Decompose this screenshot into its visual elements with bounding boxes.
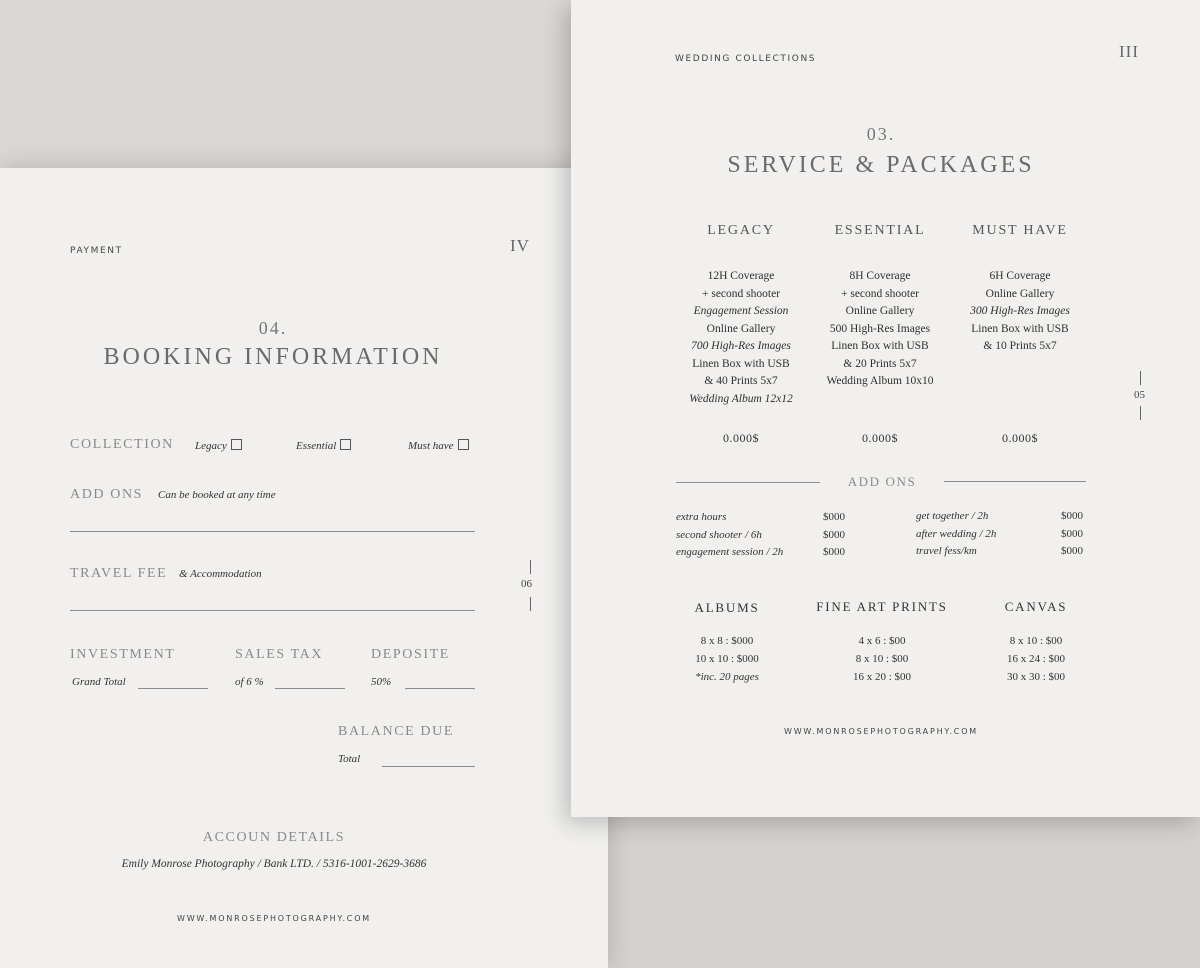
- sales-tax-line[interactable]: [275, 688, 345, 689]
- add-ons-title: ADD ONS: [847, 474, 917, 489]
- add-ons-divider-right: [944, 481, 1086, 482]
- package-must-have-price: 0.000$: [1002, 431, 1038, 445]
- page-roman: IV: [510, 236, 530, 255]
- website[interactable]: WWW.MONROSEPHOTOGRAPHY.COM: [177, 914, 371, 923]
- add-ons-note: Can be booked at any time: [158, 489, 276, 501]
- add-ons-line[interactable]: [70, 531, 475, 532]
- travel-fee-label: TRAVEL FEE: [70, 566, 168, 581]
- section-number: 03.: [866, 124, 896, 144]
- package-essential-title: ESSENTIAL: [834, 223, 926, 238]
- add-ons-label: ADD ONS: [70, 487, 144, 502]
- page-number: 06: [521, 578, 532, 590]
- balance-total-label: Total: [338, 753, 361, 765]
- page-roman: III: [1119, 42, 1139, 61]
- booking-information-page: [0, 168, 608, 968]
- addon-price: $000: [823, 528, 845, 541]
- package-legacy-items: 12H Coverage + second shooter Engagement Session Online Gallery 700 High-Res Images Linen Box with USB & 40 Prints 5x7 Wedding Album 12x12: [689, 270, 793, 405]
- canvas-title: CANVAS: [1004, 599, 1068, 614]
- fine-art-title: FINE ART PRINTS: [816, 599, 948, 614]
- option-must-have[interactable]: Must have: [408, 439, 469, 452]
- albums-title: ALBUMS: [694, 600, 760, 615]
- travel-fee-note: & Accommodation: [179, 568, 262, 580]
- addon-price: $000: [823, 546, 845, 558]
- collection-label: COLLECTION: [70, 437, 174, 452]
- page-number-rule-bottom: [530, 597, 531, 611]
- addon-name: travel fess/km: [916, 545, 977, 557]
- package-essential-price: 0.000$: [862, 431, 898, 445]
- addon-name: after wedding / 2h: [916, 527, 997, 540]
- package-essential-items: 8H Coverage + second shooter Online Gallery 500 High-Res Images Linen Box with USB & 20 Prints 5x7 Wedding Album 10x10: [826, 270, 934, 387]
- addon-price: $000: [823, 511, 845, 523]
- service-packages-page: [571, 0, 1200, 817]
- addon-price: $000: [1061, 527, 1083, 540]
- package-legacy-title: LEGACY: [707, 223, 775, 238]
- sales-tax-field: of 6 %: [235, 676, 264, 688]
- addon-price: $000: [1061, 545, 1083, 557]
- grand-total-label: Grand Total: [72, 676, 126, 688]
- deposite-label: DEPOSITE: [371, 647, 450, 662]
- package-legacy-price: 0.000$: [723, 431, 759, 445]
- page-number-rule-top: [530, 560, 531, 574]
- investment-label: INVESTMENT: [70, 647, 176, 662]
- albums-list: 8 x 8 : $000 10 x 10 : $000 *inc. 20 pages: [695, 635, 759, 683]
- add-ons-left-prices: [823, 509, 883, 562]
- page-title: SERVICE & PACKAGES: [727, 152, 1035, 178]
- canvas-list: 8 x 10 : $00 16 x 24 : $00 30 x 30 : $00: [1006, 635, 1066, 683]
- essential-checkbox[interactable]: [340, 439, 351, 450]
- deposite-line[interactable]: [405, 688, 475, 689]
- website[interactable]: WWW.MONROSEPHOTOGRAPHY.COM: [784, 727, 978, 736]
- grand-total-line[interactable]: [138, 688, 208, 689]
- package-must-have-items: 6H Coverage Online Gallery 300 High-Res Images Linen Box with USB & 10 Prints 5x7: [970, 270, 1070, 352]
- must-have-checkbox[interactable]: [458, 439, 469, 450]
- page-title: BOOKING INFORMATION: [103, 344, 443, 370]
- addon-name: engagement session / 2h: [676, 546, 784, 558]
- add-ons-divider-left: [676, 482, 820, 483]
- page-number-rule-top: [1140, 371, 1141, 385]
- addon-price: $000: [1061, 510, 1083, 522]
- addon-name: second shooter / 6h: [676, 528, 762, 541]
- addon-name: get together / 2h: [916, 510, 989, 522]
- deposite-field: 50%: [371, 676, 392, 688]
- package-must-have-title: MUST HAVE: [972, 223, 1068, 238]
- account-title: ACCOUN DETAILS: [202, 830, 346, 845]
- add-ons-right-prices: [1061, 508, 1121, 561]
- page-number-rule-bottom: [1140, 406, 1141, 420]
- section-number: 04.: [258, 318, 288, 338]
- option-legacy[interactable]: Legacy: [195, 439, 242, 452]
- sales-tax-label: SALES TAX: [235, 647, 324, 662]
- legacy-checkbox[interactable]: [231, 439, 242, 450]
- balance-total-line[interactable]: [382, 766, 475, 767]
- page-number: 05: [1134, 389, 1145, 401]
- addon-name: extra hours: [676, 511, 727, 523]
- travel-fee-line[interactable]: [70, 610, 475, 611]
- option-essential[interactable]: Essential: [296, 439, 351, 452]
- add-ons-right-names: [916, 508, 1056, 561]
- account-details: Emily Monrose Photography / Bank LTD. / 5316-1001-2629-3686: [121, 858, 427, 870]
- balance-due-label: BALANCE DUE: [338, 724, 454, 739]
- fine-art-list: 4 x 6 : $00 8 x 10 : $00 16 x 20 : $00: [852, 635, 912, 683]
- section-label: PAYMENT: [70, 246, 123, 256]
- section-label: WEDDING COLLECTIONS: [675, 54, 817, 64]
